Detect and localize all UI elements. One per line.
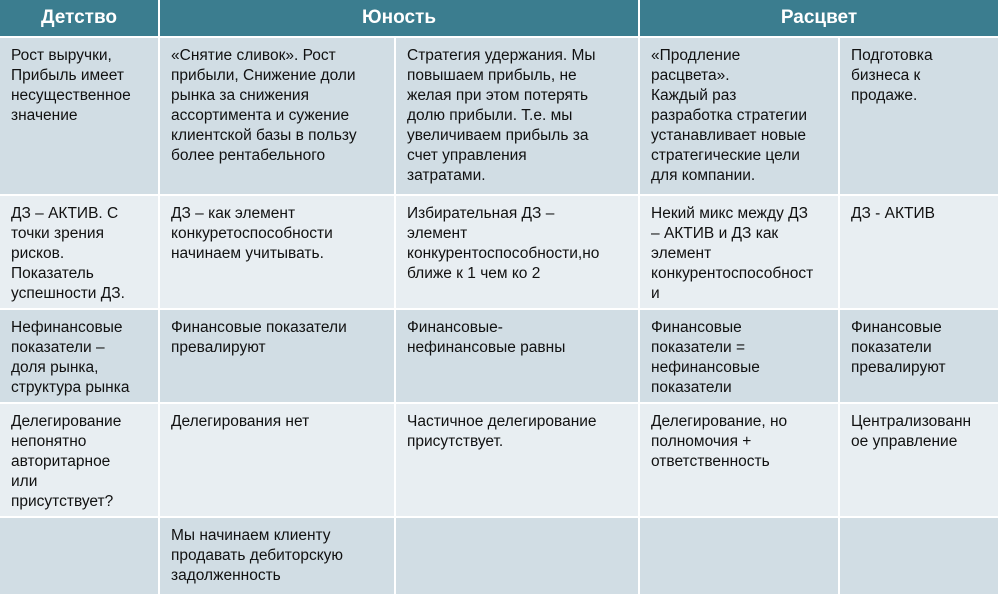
table-cell	[840, 518, 1000, 596]
table-cell: Некий микс между ДЗ – АКТИВ и ДЗ как элемент конкурентоспособност и	[640, 196, 840, 310]
header-row	[0, 0, 1000, 38]
table-row	[0, 404, 1000, 518]
table-cell: Нефинансовые показатели – доля рынка, структура рынка	[0, 310, 160, 404]
table-cell: Делегирования нет	[160, 404, 396, 518]
table-cell: «Продление расцвета». Каждый раз разработка стратегии устанавливает новые стратегические цели для компании.	[640, 38, 840, 196]
table-row	[0, 196, 1000, 310]
table-cell: Финансовые показатели = нефинансовые показатели	[640, 310, 840, 404]
header-stage-childhood: Детство	[0, 0, 160, 38]
header-stage-youth: Юность	[160, 0, 640, 38]
table-cell	[396, 518, 640, 596]
table-cell: «Снятие сливок». Рост прибыли, Снижение доли рынка за снижения ассортимента и сужение клиентской базы в пользу более рентабельного	[160, 38, 396, 196]
table-cell: Делегирование непонятно авторитарное или присутствует?	[0, 404, 160, 518]
table-cell: Подготовка бизнеса к продаже.	[840, 38, 1000, 196]
table-row	[0, 518, 1000, 596]
header-stage-prime: Расцвет	[640, 0, 1000, 38]
table-row	[0, 38, 1000, 196]
table-cell: Финансовые показатели превалируют	[840, 310, 1000, 404]
table-cell: Частичное делегирование присутствует.	[396, 404, 640, 518]
table-cell: Мы начинаем клиенту продавать дебиторскую задолженность	[160, 518, 396, 596]
table-cell: Делегирование, но полномочия + ответственность	[640, 404, 840, 518]
table-cell	[640, 518, 840, 596]
table-cell: ДЗ - АКТИВ	[840, 196, 1000, 310]
table-cell: Финансовые показатели превалируют	[160, 310, 396, 404]
table-cell: ДЗ – АКТИВ. С точки зрения рисков. Показатель успешности ДЗ.	[0, 196, 160, 310]
table-row	[0, 310, 1000, 404]
table-cell: ДЗ – как элемент конкуретоспособности начинаем учитывать.	[160, 196, 396, 310]
table-cell	[0, 518, 160, 596]
table-cell: Избирательная ДЗ – элемент конкурентоспособности,но ближе к 1 чем ко 2	[396, 196, 640, 310]
table-cell: Рост выручки, Прибыль имеет несущественное значение	[0, 38, 160, 196]
table-cell: Централизованн ое управление	[840, 404, 1000, 518]
table-cell: Стратегия удержания. Мы повышаем прибыль, не желая при этом потерять долю прибыли. Т.е. мы увеличиваем прибыль за счет управления затратами.	[396, 38, 640, 196]
table-cell: Финансовые- нефинансовые равны	[396, 310, 640, 404]
